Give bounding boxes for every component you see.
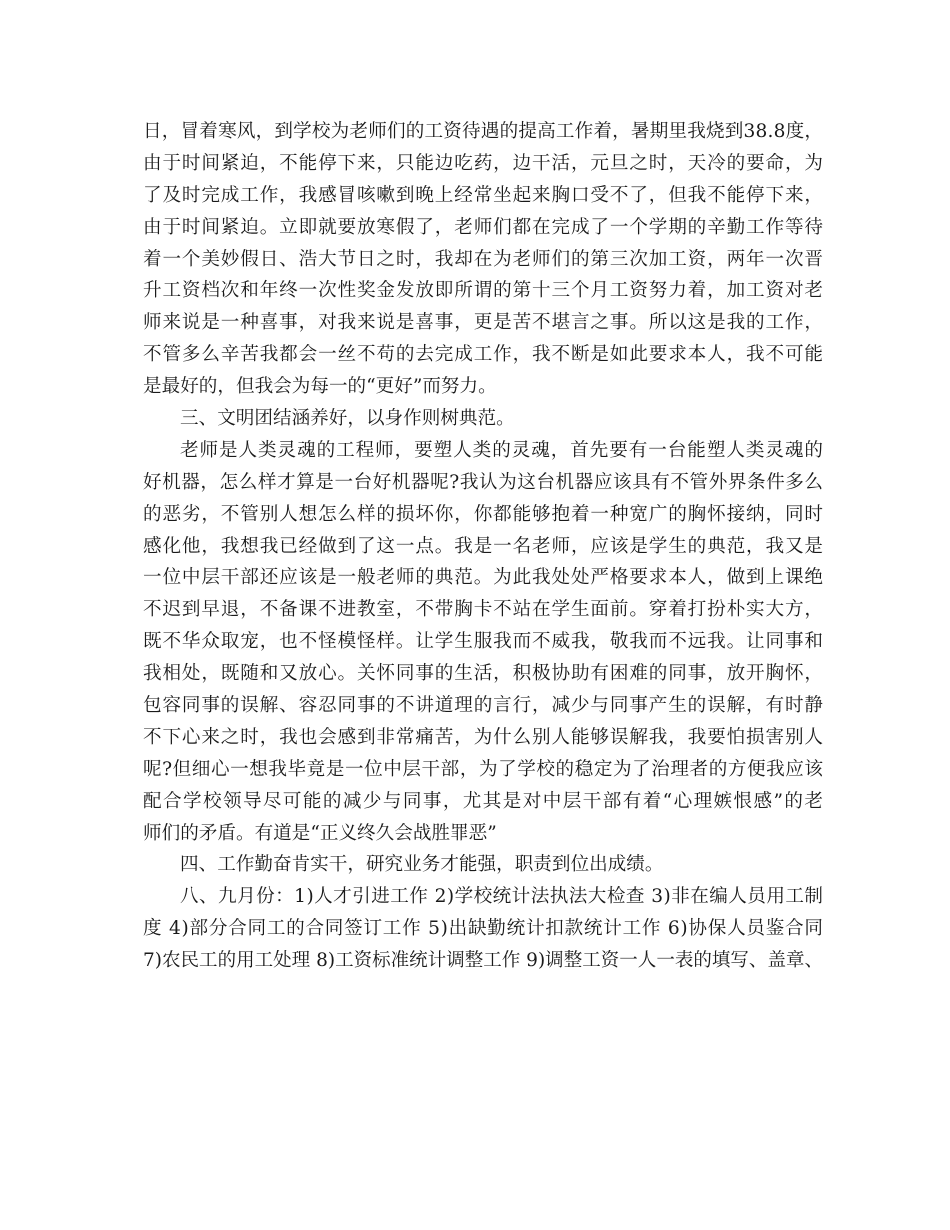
text-line: 配合学校领导尽可能的减少与同事，尤其是对中层干部有着“心理嫉恨感”的老	[143, 790, 825, 812]
text-line: 呢?但细心一想我毕竟是一位中层干部，为了学校的稳定为了治理者的方便我应该	[143, 758, 824, 780]
text-line: 由于时间紧迫，不能停下来，只能边吃药，边干活，元旦之时，天冷的要命，为	[143, 152, 824, 174]
body-text	[143, 116, 823, 977]
text-line: 老师是人类灵魂的工程师，要塑人类的灵魂，首先要有一台能塑人类灵魂的	[180, 439, 824, 461]
text-line: 不迟到早退，不备课不进教室，不带胸卡不站在学生面前。穿着打扮朴实大方，	[143, 599, 824, 621]
text-line: 不下心来之时，我也会感到非常痛苦，为什么别人能够误解我，我要怕损害别人	[143, 726, 824, 748]
text-line: 包容同事的误解、容忍同事的不讲道理的言行，减少与同事产生的误解，有时静	[143, 695, 824, 717]
text-line: 感化他，我想我已经做到了这一点。我是一名老师，应该是学生的典范，我又是	[143, 535, 824, 557]
text-line: 师来说是一种喜事，对我来说是喜事，更是苦不堪言之事。所以这是我的工作，	[143, 312, 824, 334]
text-line: 师们的矛盾。有道是“正义终久会战胜罪恶”	[143, 822, 497, 844]
text-line: 度 4)部分合同工的合同签订工作 5)出缺勤统计扣款统计工作 6)协保人员鉴合同	[143, 918, 824, 940]
text-line: 既不华众取宠，也不怪模怪样。让学生服我而不威我，敬我而不远我。让同事和	[143, 631, 824, 653]
text-line: 日，冒着寒风，到学校为老师们的工资待遇的提高工作着，暑期里我烧到38.8度，	[143, 121, 824, 142]
text-line: 是最好的，但我会为每一的“更好”而努力。	[143, 376, 497, 398]
text-line: 了及时完成工作，我感冒咳嗽到晚上经常坐起来胸口受不了，但我不能停下来，	[143, 184, 824, 206]
text-line: 四、工作勤奋肯实干，研究业务才能强，职责到位出成绩。	[180, 854, 664, 876]
text-line: 一位中层干部还应该是一般老师的典范。为此我处处严格要求本人，做到上课绝	[143, 567, 824, 589]
text-line: 好机器，怎么样才算是一台好机器呢?我认为这台机器应该具有不管外界条件多么	[143, 471, 824, 493]
text-line: 的恶劣，不管别人想怎么样的损坏你，你都能够抱着一种宽广的胸怀接纳，同时	[143, 503, 824, 525]
text-line: 由于时间紧迫。立即就要放寒假了，老师们都在完成了一个学期的辛勤工作等待	[143, 216, 824, 238]
text-line: 八、九月份：1)人才引进工作 2)学校统计法执法大检查 3)非在编人员用工制	[180, 886, 824, 908]
text-line: 不管多么辛苦我都会一丝不苟的去完成工作，我不断是如此要求本人，我不可能	[143, 344, 824, 366]
text-line: 我相处，既随和又放心。关怀同事的生活，积极协助有困难的同事，放开胸怀，	[143, 663, 824, 685]
text-line: 升工资档次和年终一次性奖金发放即所谓的第十三个月工资努力着，加工资对老	[143, 280, 824, 302]
text-line: 7)农民工的用工处理 8)工资标准统计调整工作 9)调整工资一人一表的填写、盖章、	[143, 950, 824, 972]
text-line: 着一个美妙假日、浩大节日之时，我却在为老师们的第三次加工资，两年一次晋	[143, 248, 824, 270]
text-line: 三、文明团结涵养好，以身作则树典范。	[180, 408, 515, 430]
